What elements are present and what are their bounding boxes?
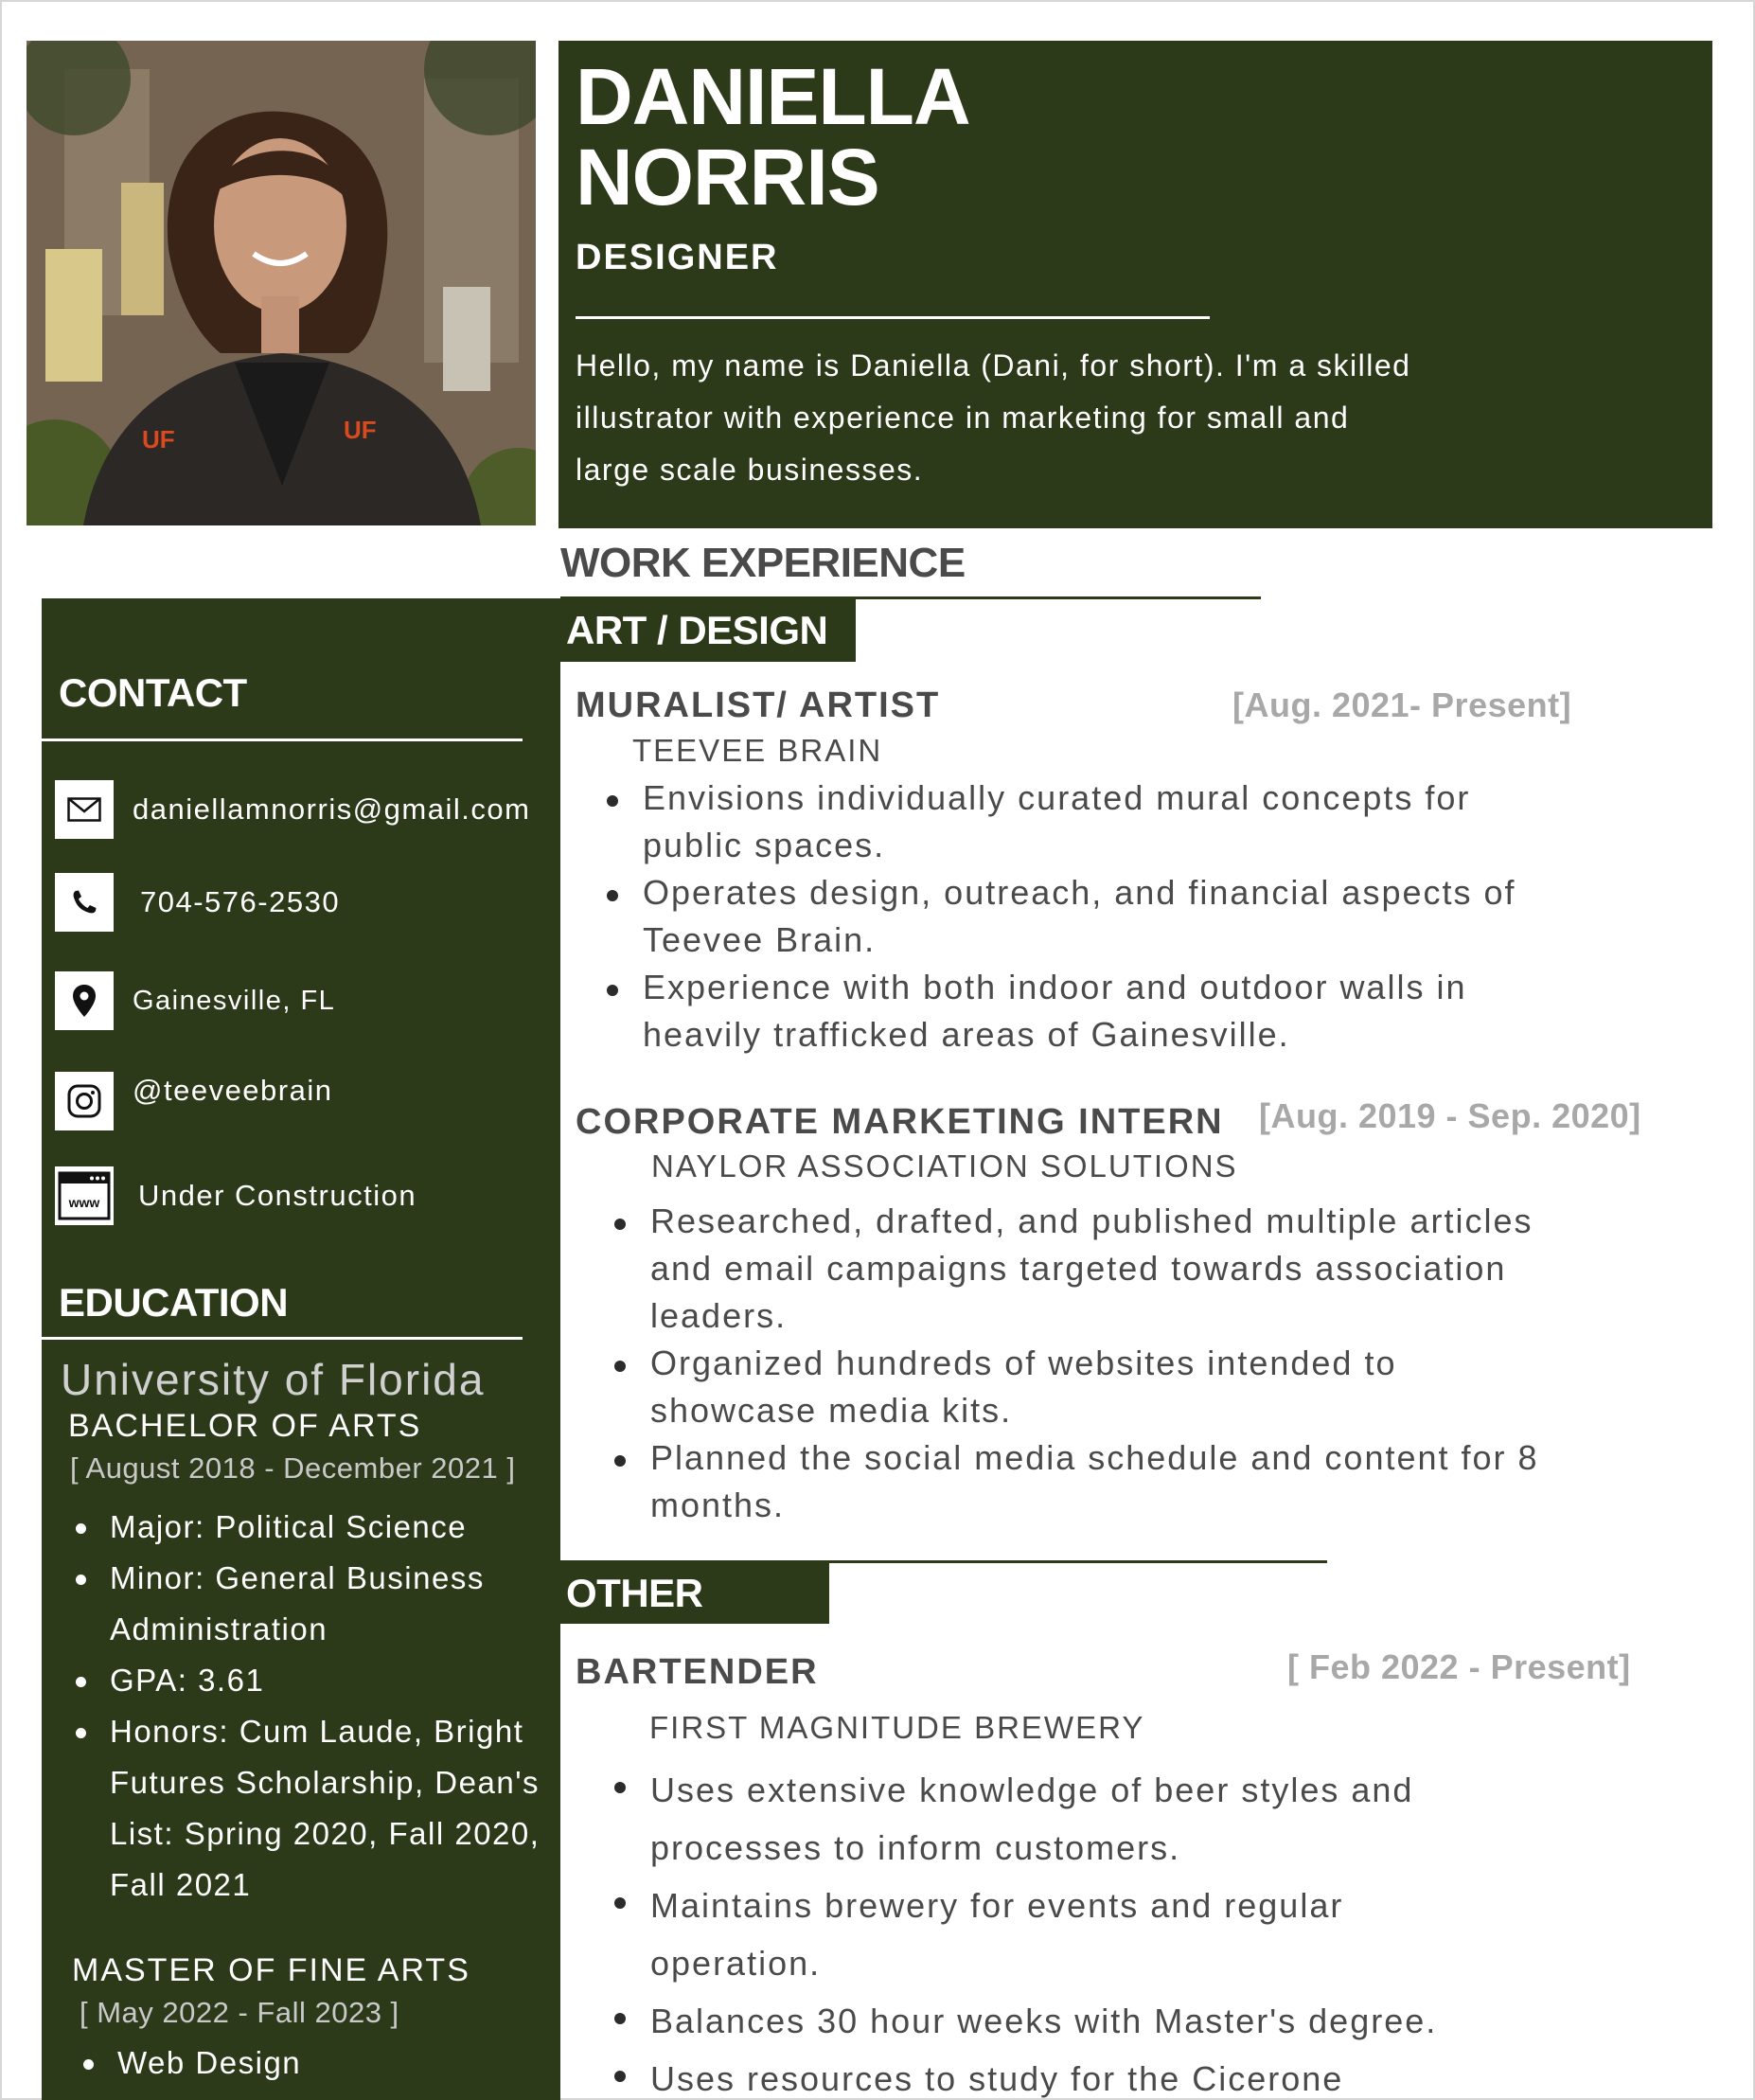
contact-email <box>55 780 530 839</box>
location-pin-icon <box>55 971 114 1030</box>
job-title: BARTENDER <box>576 1652 819 1692</box>
website-text[interactable]: Under Construction <box>138 1179 417 1212</box>
profile-photo <box>27 41 536 525</box>
contact-website <box>55 1166 417 1225</box>
job-company: NAYLOR ASSOCIATION SOLUTIONS <box>651 1148 1238 1183</box>
job-bullets <box>610 1198 1556 1529</box>
photo-badge-left: UF <box>142 425 175 454</box>
list-item: Envisions individually curated mural concepts for public spaces. <box>602 774 1549 869</box>
job-dates: [ Feb 2022 - Present] <box>1287 1647 1631 1686</box>
contact-divider <box>42 739 523 741</box>
job-title: MURALIST/ ARTIST <box>576 685 941 725</box>
instagram-icon <box>55 1072 114 1130</box>
contact-location <box>55 971 335 1030</box>
list-item: Major: Political Science <box>72 1502 564 1553</box>
location-text: Gainesville, FL <box>133 985 336 1016</box>
phone-text: 704-576-2530 <box>140 885 341 918</box>
sidebar <box>42 598 560 2100</box>
list-item: Web Design <box>80 2038 534 2089</box>
instagram-text[interactable]: @teeveebrain <box>133 1074 333 1107</box>
list-item: Honors: Cum Laude, Bright Futures Scholarship, Dean's List: Spring 2020, Fall 2020, Fall 2021 <box>72 1706 564 1911</box>
job-bullets <box>610 1761 1462 2100</box>
job-bullets <box>602 774 1549 1059</box>
job-role: DESIGNER <box>576 238 779 277</box>
degree-title: MASTER OF FINE ARTS <box>72 1952 470 1988</box>
contact-phone <box>55 873 340 932</box>
degree-details <box>80 2038 534 2089</box>
job-company: FIRST MAGNITUDE BREWERY <box>649 1710 1145 1745</box>
art-design-tab: ART / DESIGN <box>560 599 856 662</box>
header-banner <box>558 41 1712 528</box>
list-item: Uses resources to study for the Cicerone <box>610 2050 1462 2100</box>
list-item: Minor: General Business Administration <box>72 1553 564 1655</box>
job-company: TEEVEE BRAIN <box>632 733 883 768</box>
degree-dates: [ August 2018 - December 2021 ] <box>70 1451 516 1485</box>
last-name: NORRIS <box>576 133 879 222</box>
job-dates: [Aug. 2019 - Sep. 2020] <box>1259 1096 1641 1135</box>
website-icon-label: www <box>68 1195 100 1210</box>
contact-instagram <box>55 1072 332 1130</box>
list-item: Planned the social media schedule and content for 8 months. <box>610 1434 1556 1529</box>
work-experience-heading: WORK EXPERIENCE <box>560 540 966 586</box>
header-divider <box>576 316 1210 319</box>
first-name: DANIELLA <box>576 52 970 141</box>
other-tab: OTHER <box>560 1563 829 1624</box>
degree-title: BACHELOR OF ARTS <box>68 1408 422 1444</box>
job-dates: [Aug. 2021- Present] <box>1232 685 1572 724</box>
list-item: Experience with both indoor and outdoor walls in heavily trafficked areas of Gainesville. <box>602 964 1549 1059</box>
list-item: Operates design, outreach, and financial aspects of Teevee Brain. <box>602 869 1549 964</box>
mail-icon <box>55 780 114 839</box>
email-text[interactable]: daniellamnorris@gmail.com <box>133 792 531 826</box>
list-item: Researched, drafted, and published multiple articles and email campaigns targeted towards association leaders. <box>610 1198 1556 1340</box>
photo-badge-right: UF <box>344 416 377 444</box>
list-item: Uses extensive knowledge of beer styles and processes to inform customers. <box>610 1761 1462 1877</box>
list-item: Balances 30 hour weeks with Master's degree. <box>610 1992 1462 2050</box>
website-icon <box>55 1166 114 1225</box>
list-item: GPA: 3.61 <box>72 1655 564 1706</box>
contact-heading: CONTACT <box>59 670 247 715</box>
job-title: CORPORATE MARKETING INTERN <box>576 1102 1224 1142</box>
phone-icon <box>55 873 114 932</box>
degree-details <box>72 1502 564 1911</box>
education-divider <box>42 1337 523 1340</box>
list-item: Organized hundreds of websites intended to showcase media kits. <box>610 1340 1556 1434</box>
school-name: University of Florida <box>61 1355 486 1404</box>
list-item: Maintains brewery for events and regular operation. <box>610 1877 1462 1992</box>
degree-dates: [ May 2022 - Fall 2023 ] <box>80 1996 399 2029</box>
education-heading: EDUCATION <box>59 1280 289 1325</box>
intro-text: Hello, my name is Daniella (Dani, for short). I'm a skilled illustrator with experience in marketing for small and large scale businesses. <box>576 348 1411 487</box>
